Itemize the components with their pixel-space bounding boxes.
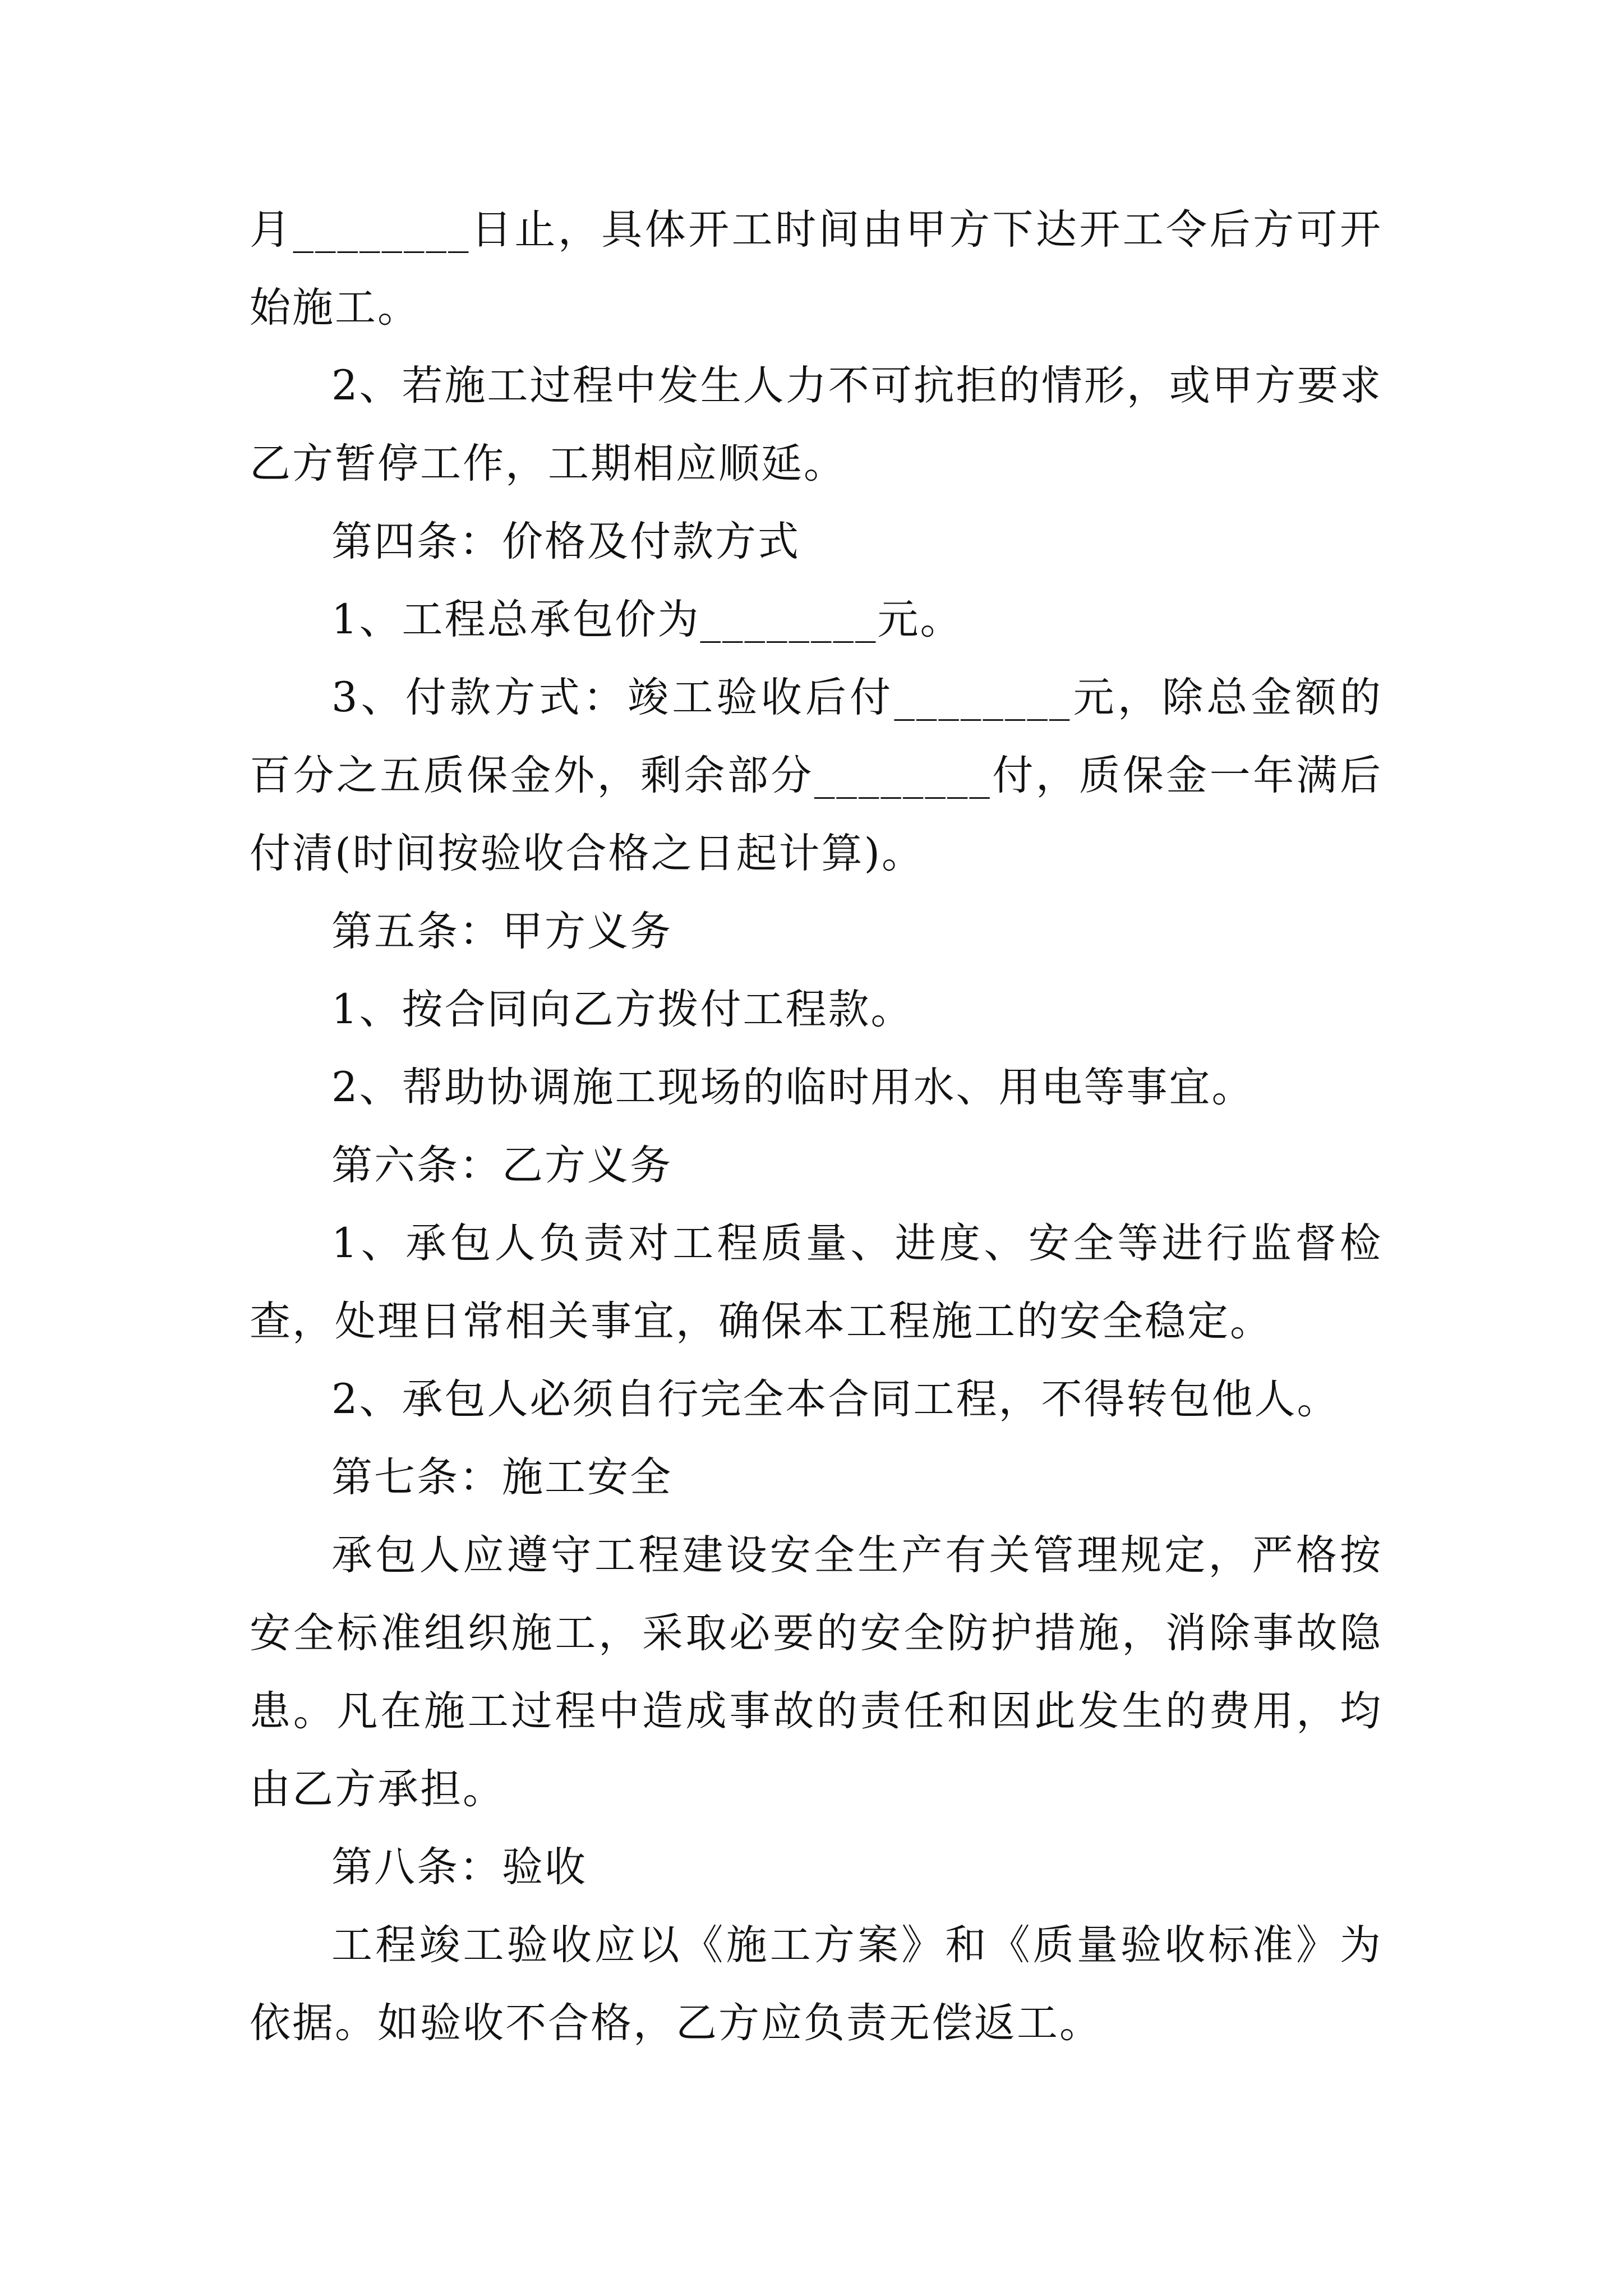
paragraph-party-a-duty-1: 1、按合同向乙方拨付工程款。: [331, 986, 914, 1033]
heading-article-5: 第五条：甲方义务: [331, 908, 672, 955]
paragraph-party-b-duty-2: 2、承包人必须自行完全本合同工程，不得转包他人。: [331, 1375, 1340, 1423]
paragraph-construction-safety: 承包人应遵守工程建设安全生产有关管理规定，严格按安全标准组织施工，采取必要的安全防护措施，消除事故隐患。凡在施工过程中造成事故的责任和因此发生的费用，均由乙方承担。: [250, 1531, 1382, 1813]
paragraph-construction-start: 月________日止，具体开工时间由甲方下达开工令后方可开始施工。: [250, 206, 1382, 332]
document-page: [250, 191, 1382, 2062]
paragraph-payment-method: 3、付款方式：竣工验收后付________元，除总金额的百分之五质保金外，剩余部分________付，质保金一年满后付清(时间按验收合格之日起计算)。: [250, 674, 1382, 877]
paragraph-party-a-duty-2: 2、帮助协调施工现场的临时用水、用电等事宜。: [331, 1064, 1255, 1111]
heading-article-4: 第四条：价格及付款方式: [331, 518, 800, 565]
paragraph-acceptance: 工程竣工验收应以《施工方案》和《质量验收标准》为依据。如验收不合格，乙方应负责无偿返工。: [250, 1921, 1382, 2047]
heading-article-6: 第六条：乙方义务: [331, 1142, 672, 1189]
paragraph-party-b-duty-1: 1、承包人负责对工程质量、进度、安全等进行监督检查，处理日常相关事宜，确保本工程施工的安全稳定。: [250, 1220, 1382, 1345]
heading-article-8: 第八条：验收: [331, 1843, 587, 1891]
heading-article-7: 第七条：施工安全: [331, 1453, 672, 1501]
paragraph-force-majeure: 2、若施工过程中发生人力不可抗拒的情形，或甲方要求乙方暂停工作，工期相应顺延。: [250, 362, 1382, 487]
paragraph-total-price: 1、工程总承包价为________元。: [331, 596, 963, 643]
